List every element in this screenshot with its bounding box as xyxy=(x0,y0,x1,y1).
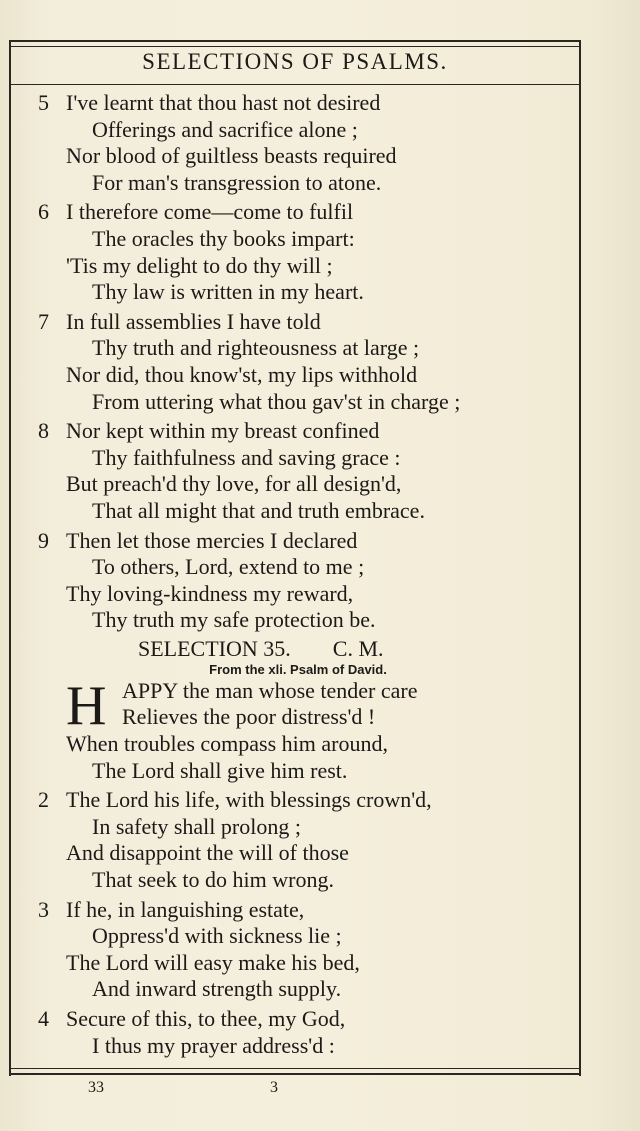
verse-line: For man's transgression to atone. xyxy=(92,169,382,195)
bottom-rule xyxy=(9,1068,581,1069)
verse-line: If he, in languishing estate, xyxy=(66,896,305,922)
verse-line: I've learnt that thou hast not desired xyxy=(66,90,381,115)
stanza-5 xyxy=(38,90,598,196)
stanza-number: 5 xyxy=(38,90,49,115)
signature-mark: 33 xyxy=(88,1079,104,1096)
stanza-3 xyxy=(38,897,598,1003)
verse-line: From uttering what thou gav'st in charge ; xyxy=(92,388,461,414)
page-number: 3 xyxy=(270,1079,278,1096)
verse-line: Nor did, thou know'st, my lips withhold xyxy=(66,361,418,387)
stanza-number: 4 xyxy=(38,1006,49,1031)
verse-line: Thy truth and righteousness at large ; xyxy=(92,335,420,361)
verse-line: To others, Lord, extend to me ; xyxy=(92,554,365,580)
verse-line: Then let those mercies I declared xyxy=(66,527,358,553)
verse-line: The Lord his life, with blessings crown'd, xyxy=(66,787,432,813)
verse-line: Offerings and sacrifice alone ; xyxy=(92,116,358,142)
selection-heading xyxy=(38,636,598,662)
selection-meter: C. M. xyxy=(332,635,384,661)
stanza-number: 3 xyxy=(38,896,49,922)
verse-line: Oppress'd with sickness lie ; xyxy=(92,923,342,949)
stanza-number: 8 xyxy=(38,418,49,444)
verse-line: Relieves the poor distress'd ! xyxy=(122,704,376,730)
verse-line: That all might that and truth embrace. xyxy=(92,497,425,523)
verse-line: I thus my prayer address'd : xyxy=(92,1032,335,1058)
verse-line: Nor kept within my breast confined xyxy=(66,418,380,444)
selection-source: From the xli. Psalm of David. xyxy=(209,661,387,677)
stanza-number: 7 xyxy=(38,308,49,334)
stanza-4 xyxy=(38,1006,598,1059)
verse-line: Nor blood of guiltless beasts required xyxy=(66,143,397,169)
header-rule xyxy=(9,84,581,85)
verse-line: Thy truth my safe protection be. xyxy=(92,607,376,633)
top-rule xyxy=(9,46,581,47)
verse-line: APPY the man whose tender care xyxy=(122,677,418,703)
stanza-7 xyxy=(38,309,598,415)
verse-line: But preach'd thy love, for all design'd, xyxy=(66,471,402,497)
verse-line: Secure of this, to thee, my God, xyxy=(66,1006,346,1031)
verse-line: When troubles compass him around, xyxy=(66,731,388,757)
verse-line: 'Tis my delight to do thy will ; xyxy=(66,252,333,278)
verse-line: In full assemblies I have told xyxy=(66,308,321,334)
stanza-8 xyxy=(38,418,598,524)
verse-line: In safety shall prolong ; xyxy=(92,813,301,839)
stanza-1 xyxy=(38,674,598,784)
verse-line: I therefore come—come to fulfil xyxy=(66,199,354,225)
stanza-2 xyxy=(38,787,598,893)
stanza-9 xyxy=(38,528,598,634)
verse-line: And disappoint the will of those xyxy=(66,840,349,866)
stanza-6 xyxy=(38,199,598,305)
verse-line: The oracles thy books impart: xyxy=(92,225,355,251)
selection-title: SELECTION 35. xyxy=(138,635,291,661)
verse-line: That seek to do him wrong. xyxy=(92,867,334,893)
bottom-rule-thick xyxy=(9,1073,581,1075)
drop-cap: H xyxy=(66,674,106,737)
stanza-number: 6 xyxy=(38,199,49,225)
verse-line: The Lord will easy make his bed, xyxy=(66,949,360,975)
verse-line: The Lord shall give him rest. xyxy=(92,757,348,783)
body-text xyxy=(38,90,598,1059)
stanza-number: 9 xyxy=(38,527,49,553)
stanza-number: 2 xyxy=(38,787,49,813)
running-header: SELECTIONS OF PSALMS. xyxy=(142,49,448,74)
verse-line: Thy faithfulness and saving grace : xyxy=(92,444,401,470)
verse-line: Thy loving-kindness my reward, xyxy=(66,580,354,606)
verse-line: Thy law is written in my heart. xyxy=(92,279,364,305)
verse-line: And inward strength supply. xyxy=(92,976,342,1002)
